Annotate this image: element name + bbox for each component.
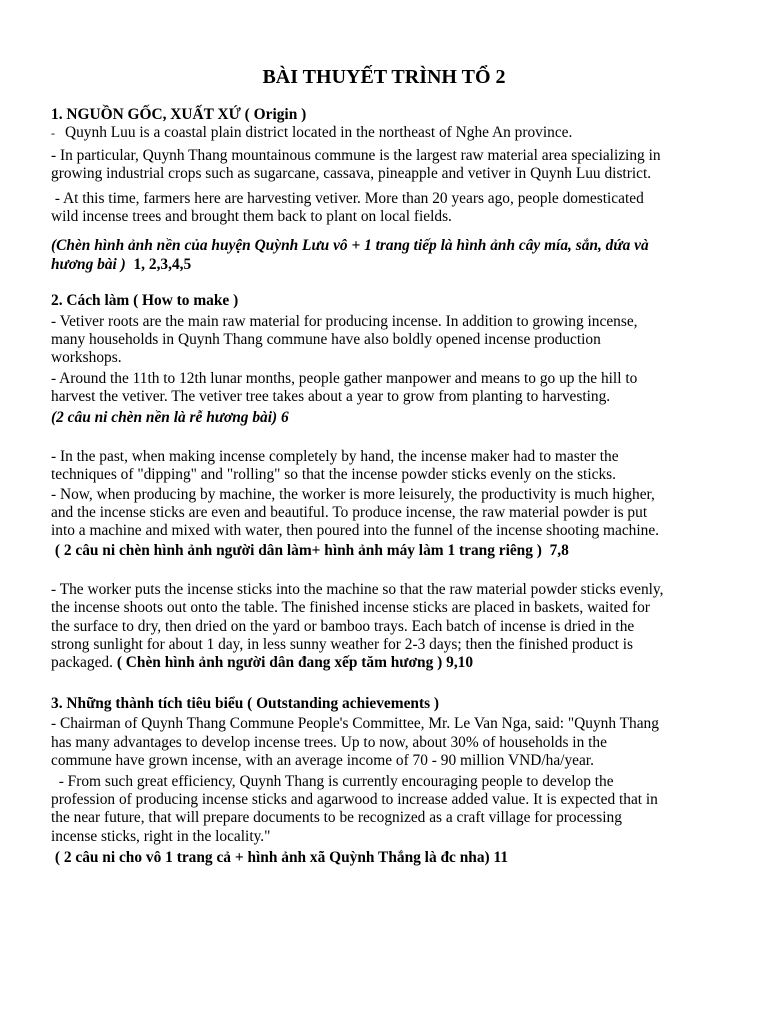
paragraph-line: - Chairman of Quynh Thang Commune People's Committee, Mr. Le Van Nga, said: "Quynh Thang (51, 715, 659, 732)
paragraph-line: profession of producing incense sticks and agarwood to increase added value. It is expected that in (51, 791, 658, 808)
line-text: Quynh Luu is a coastal plain district located in the northeast of Nghe An province. (65, 124, 573, 141)
paragraph-line: many households in Quynh Thang commune have also boldly opened incense production (51, 331, 601, 348)
paragraph-line: - From such great efficiency, Quynh Thang is currently encouraging people to develop the (51, 773, 614, 790)
paragraph-line: and the incense sticks are even and beautiful. To produce incense, the raw material powder is put (51, 504, 648, 521)
paragraph-line: - In particular, Quynh Thang mountainous commune is the largest raw material area specializing in (51, 147, 661, 164)
paragraph-line: - Now, when producing by machine, the worker is more leisurely, the productivity is much higher, (51, 486, 655, 503)
paragraph-line: incense sticks, right in the locality." (51, 828, 271, 845)
section-heading-how-to-make: 2. Cách làm ( How to make ) (51, 292, 239, 309)
note-text: hương bài ) (51, 256, 130, 273)
editor-note: ( Chèn hình ảnh người dân đang xếp tăm hương ) 9,10 (116, 654, 474, 671)
editor-note: (2 câu ni chèn nền là rễ hương bài) 6 (51, 409, 289, 426)
paragraph-line: - Around the 11th to 12th lunar months, people gather manpower and means to go up the hill to (51, 370, 638, 387)
paragraph-line: the near future, that will prepare documents to be recognized as a craft village for processing (51, 809, 622, 826)
paragraph-line: techniques of "dipping" and "rolling" so that the incense powder sticks evenly on the sticks. (51, 466, 616, 483)
editor-note: (Chèn hình ảnh nền của huyện Quỳnh Lưu vô + 1 trang tiếp là hình ảnh cây mía, sắn, dứa và (51, 237, 649, 254)
paragraph-line: the incense shoots out onto the table. The finished incense sticks are placed in baskets, waited for (51, 599, 650, 616)
paragraph-line: into a machine and mixed with water, then poured into the funnel of the incense shooting machine. (51, 522, 659, 539)
paragraph-line: the surface to dry, then dried on the yard or bamboo trays. Each batch of incense is dried in the (51, 618, 635, 635)
paragraph-line: - At this time, farmers here are harvesting vetiver. More than 20 years ago, people domesticated (51, 190, 644, 207)
editor-note: ( 2 câu ni chèn hình ảnh người dân làm+ hình ảnh máy làm 1 trang riêng ) 7,8 (51, 542, 569, 559)
editor-note (51, 256, 191, 274)
editor-note: ( 2 câu ni cho vô 1 trang cả + hình ảnh xã Quỳnh Thắng là đc nha) 11 (51, 849, 509, 866)
paragraph-line: - Vetiver roots are the main raw material for producing incense. In addition to growing incense, (51, 313, 638, 330)
paragraph-line: workshops. (51, 349, 122, 366)
document-title: BÀI THUYẾT TRÌNH TỔ 2 (262, 66, 506, 88)
paragraph-line: commune have grown incense, with an average income of 70 - 90 million VND/ha/year. (51, 752, 594, 769)
section-heading-achievements: 3. Những thành tích tiêu biểu ( Outstanding achievements ) (51, 695, 440, 712)
paragraph-line: wild incense trees and brought them back to plant on local fields. (51, 208, 452, 225)
paragraph-line: strong sunlight for about 1 day, in less sunny weather for 2-3 days; then the finished product is (51, 636, 634, 653)
paragraph-line (51, 124, 572, 142)
paragraph-line: has many advantages to develop incense trees. Up to now, about 30% of households in the (51, 734, 607, 751)
note-reference: 1, 2,3,4,5 (129, 256, 192, 273)
paragraph-line: harvest the vetiver. The vetiver tree takes about a year to grow from planting to harvesting. (51, 388, 611, 405)
section-heading-origin: 1. NGUỒN GỐC, XUẤT XỨ ( Origin ) (51, 106, 307, 123)
bullet-dash: - (51, 126, 55, 140)
paragraph-line: - In the past, when making incense completely by hand, the incense maker had to master the (51, 448, 619, 465)
paragraph-line: growing industrial crops such as sugarcane, cassava, pineapple and vetiver in Quynh Luu district. (51, 165, 652, 182)
paragraph-line (51, 654, 473, 672)
line-text: packaged. (51, 654, 117, 671)
paragraph-line: - The worker puts the incense sticks into the machine so that the raw material powder sticks evenly, (51, 581, 664, 598)
